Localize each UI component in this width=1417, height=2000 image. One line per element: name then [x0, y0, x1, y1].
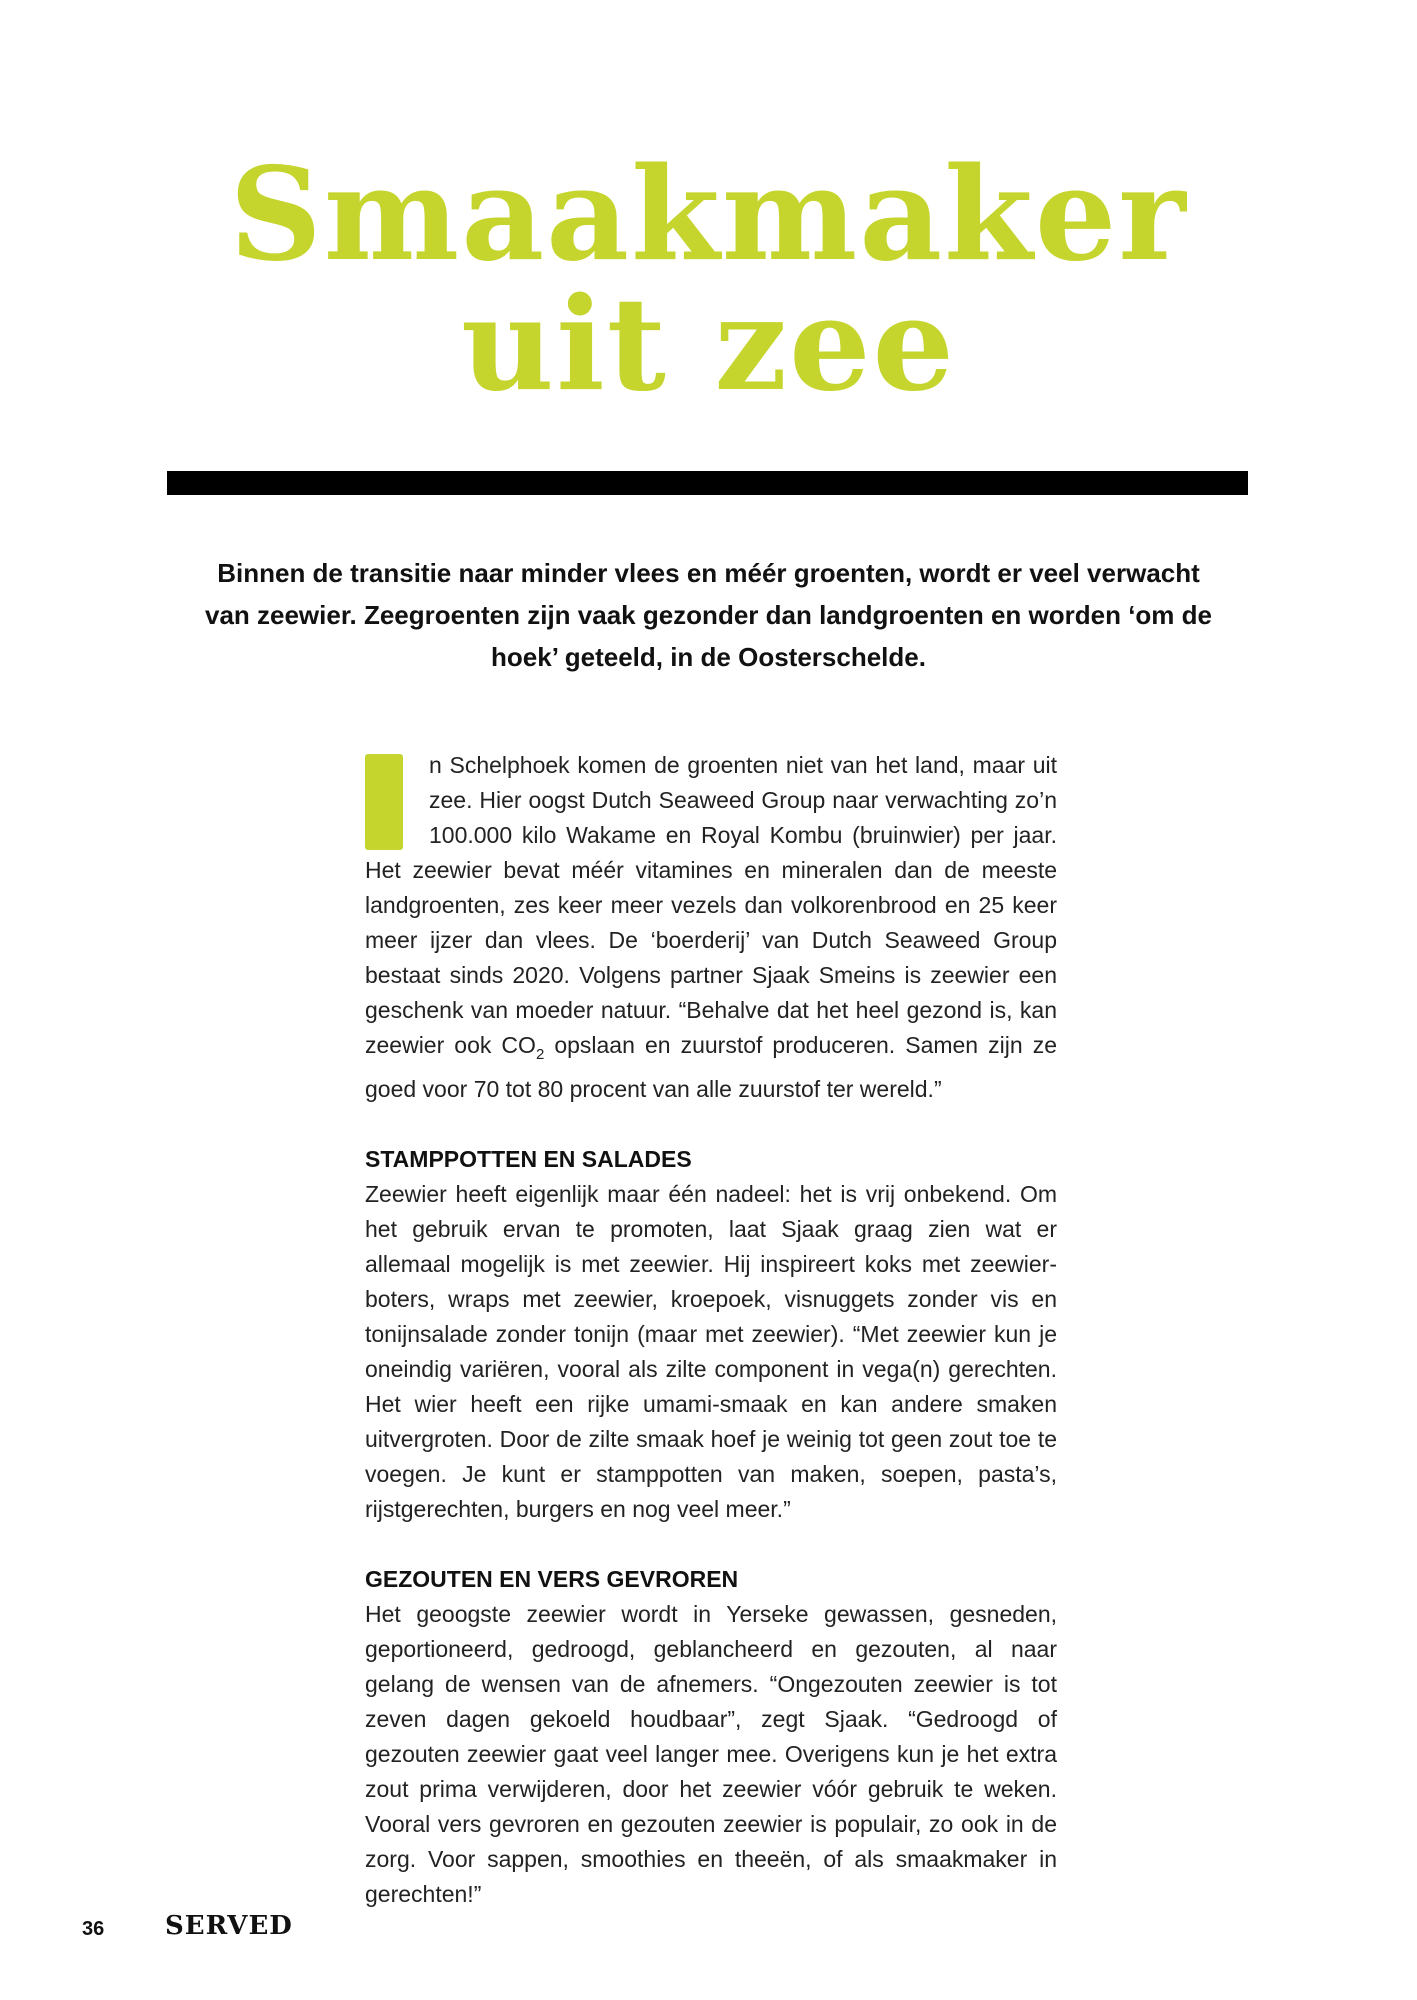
section-heading-gezouten: GEZOUTEN EN VERS GEVROREN	[365, 1566, 739, 1592]
section-heading-stamppotten: STAMPPOTTEN EN SALADES	[365, 1146, 692, 1172]
intro-lede: Binnen de transitie naar minder vlees en méér groenten, wordt er veel verwacht van zeewier. Zeegroenten zijn vaak gezonder dan landgroenten en worden ‘om de hoek’ geteeld, in de Oosterschelde.	[204, 558, 1212, 672]
paragraph-1-text-b: opslaan en zuurstof produceren. Samen zijn ze goed voor 70 tot 80 procent van alle zuurstof ter wereld.”	[365, 1032, 1057, 1102]
paragraph-3: Het geoogste zeewier wordt in Yerseke gewassen, gesneden, geportioneerd, gedroogd, geblancheerd en gezouten, al naar gelang de wensen van de afnemers. “Ongezouten zeewier is tot zeven dagen gekoeld houdbaar”, zegt Sjaak. “Gedroogd of gezouten zeewier gaat veel langer mee. Overigens kun je het extra zout prima verwijderen, door het zeewier vóór gebruik te weken. Vooral vers gevroren en gezouten zeewier is populair, zo ook in de zorg. Voor sappen, smoothies en theeën, of als smaakmaker in gerechten!”	[365, 1601, 1057, 1907]
article-title	[0, 140, 1417, 420]
magazine-logo: SERVED	[165, 1911, 293, 1941]
title-line-2: uit zee	[461, 270, 956, 420]
drop-cap	[365, 754, 403, 850]
paragraph-1	[365, 748, 1057, 1107]
article-body	[365, 748, 1057, 1912]
title-line-1: Smaakmaker	[229, 140, 1188, 290]
paragraph-1-text-a: n Schelphoek komen de groenten niet van het land, maar uit zee. Hier oogst Dutch Seaweed Group naar verwachting zo’n 100.000 kilo Wakame en Royal Kombu (bruinwier) per jaar. Het zeewier bevat méér vitamines en mineralen dan de meeste landgroenten, zes keer meer vezels dan volkorenbrood en 25 keer meer ijzer dan vlees. De ‘boerderij’ van Dutch Seaweed Group bestaat sinds 2020. Volgens partner Sjaak Smeins is zeewier een geschenk van moeder natuur. “Behalve dat het heel gezond is, kan zeewier ook CO	[365, 752, 1057, 1058]
paragraph-2: Zeewier heeft eigenlijk maar één nadeel: het is vrij onbekend. Om het gebruik ervan te promoten, laat Sjaak graag zien wat er allemaal mogelijk is met zeewier. Hij inspireert koks met zeewier-boters, wraps met zeewier, kroepoek, visnuggets zonder vis en tonijnsalade zonder tonijn (maar met zeewier). “Met zeewier kun je oneindig variëren, vooral als zilte component in vega(n) gerechten. Het wier heeft een rijke umami-smaak en kan andere smaken uitvergroten. Door de zilte smaak hoef je weinig tot geen zout toe te voegen. Je kunt er stamppotten van maken, soepen, pasta’s, rijstgerechten, burgers en nog veel meer.”	[365, 1181, 1057, 1522]
co2-subscript: 2	[535, 1046, 545, 1063]
page-number: 36	[82, 1918, 105, 1940]
title-divider	[167, 471, 1248, 495]
